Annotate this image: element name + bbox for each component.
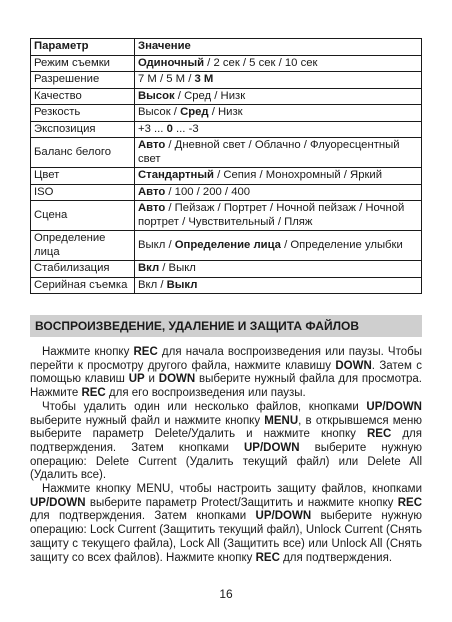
text-run: . Затем с помощью клавиш <box>30 359 422 386</box>
text-run: / 100 / 200 / 400 <box>165 185 251 198</box>
value-cell <box>135 55 422 72</box>
bold-text: Вкл <box>138 262 160 274</box>
bold-text: Авто <box>138 139 166 151</box>
bold-text: Одиночный <box>138 56 205 69</box>
paragraph <box>30 346 422 401</box>
text-run: 7 M / 5 M / <box>138 73 195 85</box>
bold-text: UP/DOWN <box>243 441 300 454</box>
bold-text: Авто <box>138 202 166 214</box>
text-run: для подтверждения. Затем кнопками <box>30 428 422 454</box>
text-run: Высок / <box>138 106 181 118</box>
text-run: / Пейзаж / Портрет / Ночной пейзаж / Ночной портрет / Чувствительный / Пляж <box>138 202 405 228</box>
value-cell <box>135 261 422 278</box>
bold-text: 3 M <box>194 73 214 85</box>
value-cell <box>135 138 422 168</box>
text-run: Нажмите кнопку <box>42 346 134 358</box>
table-row <box>31 105 422 122</box>
bold-text: Сред <box>180 106 209 118</box>
table-row <box>31 201 422 231</box>
value-cell <box>135 88 422 105</box>
param-cell: Резкость <box>31 105 135 122</box>
bold-text: DOWN <box>158 373 196 386</box>
bold-text: Стандартный <box>138 169 214 181</box>
text-run: ... -3 <box>172 122 199 135</box>
param-cell: Баланс белого <box>31 138 135 168</box>
bold-text: Определение лица <box>174 238 281 251</box>
param-cell: Определение лица <box>31 231 135 261</box>
param-cell: Разрешение <box>31 72 135 89</box>
table-row <box>31 261 422 278</box>
text-run: Вкл / <box>138 278 167 291</box>
bold-text: DOWN <box>335 359 372 372</box>
text-run: Чтобы удалить один или несколько файлов, кнопками <box>42 400 367 413</box>
text-run: / Определение улыбки <box>280 238 403 251</box>
text-run: выберите нужную операцию: Delete Current (Удалить текущий файл) или Delete All (Удалить все). <box>30 441 422 482</box>
text-run: / Сред / Низк <box>174 89 246 102</box>
value-cell <box>135 201 422 231</box>
text-run: / Дневной свет / Облачно / Флуоресцентный свет <box>138 139 400 165</box>
text-run: для начала воспроизведения или паузы. Чтобы перейти к просмотру другого файла, нажмите клавишу <box>30 346 422 372</box>
value-cell <box>135 231 422 261</box>
table-row <box>31 277 422 294</box>
param-cell: Сцена <box>31 201 135 231</box>
text-run: для подтверждения. <box>279 551 393 564</box>
text-run: выберите нужный файла для просмотра. Нажмите <box>30 373 422 400</box>
text-run: / Низк <box>208 106 243 118</box>
text-run: выберите параметр Protect/Защитить и нажмите кнопку <box>85 496 398 509</box>
param-cell: ISO <box>31 184 135 201</box>
text-run: , в открывшемся меню выберите параметр Delete/Удалить и нажмите кнопку <box>30 414 422 441</box>
text-run: и <box>144 373 159 386</box>
bold-text: REC <box>255 551 280 564</box>
bold-text: REC <box>133 346 158 358</box>
header-value: Значение <box>135 39 422 56</box>
settings-table <box>30 38 422 294</box>
value-cell <box>135 121 422 138</box>
text-run: / Выкл <box>159 262 196 274</box>
table-row <box>31 55 422 72</box>
param-cell: Стабилизация <box>31 261 135 278</box>
settings-table-body <box>31 39 422 294</box>
bold-text: MENU <box>264 414 299 427</box>
header-param: Параметр <box>31 39 135 56</box>
table-row <box>31 121 422 138</box>
table-row <box>31 138 422 168</box>
bold-text: REC <box>367 428 392 441</box>
bold-text: UP/DOWN <box>366 400 422 413</box>
bold-text: Авто <box>138 185 166 198</box>
text-run: Выкл / <box>138 238 175 251</box>
table-row <box>31 184 422 201</box>
value-cell <box>135 184 422 201</box>
text-run: для его воспроизведения или паузы. <box>105 387 306 400</box>
bold-text: 0 <box>166 122 173 135</box>
section-heading: ВОСПРОИЗВЕДЕНИЕ, УДАЛЕНИЕ И ЗАЩИТА ФАЙЛОВ <box>30 315 422 337</box>
param-cell: Серийная съемка <box>31 277 135 294</box>
text-run: / 2 сек / 5 сек / 10 сек <box>204 56 318 69</box>
text-run: выберите нужный файл и нажмите кнопку <box>30 414 265 427</box>
table-header-row <box>31 39 422 56</box>
body-text <box>30 346 422 565</box>
text-run: +3 ... <box>138 122 167 135</box>
paragraph <box>30 401 422 483</box>
param-cell: Режим съемки <box>31 55 135 72</box>
param-cell: Цвет <box>31 168 135 185</box>
value-cell <box>135 277 422 294</box>
table-row <box>31 72 422 89</box>
param-cell: Экспозиция <box>31 121 135 138</box>
text-run: выберите нужную операцию: Lock Current (Защитить текущий файл), Unlock Current (Снять защиту с текущего файла), Lock All (Защитить все) или Unlock All (Снять защиту со всех файлов). Нажмите кнопку <box>30 510 422 564</box>
table-row <box>31 168 422 185</box>
table-row <box>31 88 422 105</box>
bold-text: REC <box>81 387 106 400</box>
value-cell <box>135 105 422 122</box>
value-cell <box>135 168 422 185</box>
bold-text: Выкл <box>166 278 198 291</box>
bold-text: Высок <box>138 89 175 102</box>
text-run: для подтверждения. Затем кнопками <box>30 510 256 523</box>
page-number: 16 <box>219 587 233 601</box>
param-cell: Качество <box>31 88 135 105</box>
paragraph <box>30 483 422 565</box>
text-run: / Сепия / Монохромный / Яркий <box>213 169 383 181</box>
bold-text: UP <box>128 373 145 386</box>
value-cell <box>135 72 422 89</box>
table-row <box>31 231 422 261</box>
text-run: Нажмите кнопку MENU, чтобы настроить защиту файлов, кнопками <box>42 483 422 496</box>
bold-text: REC <box>397 496 422 509</box>
bold-text: UP/DOWN <box>255 510 312 523</box>
bold-text: UP/DOWN <box>30 496 86 509</box>
